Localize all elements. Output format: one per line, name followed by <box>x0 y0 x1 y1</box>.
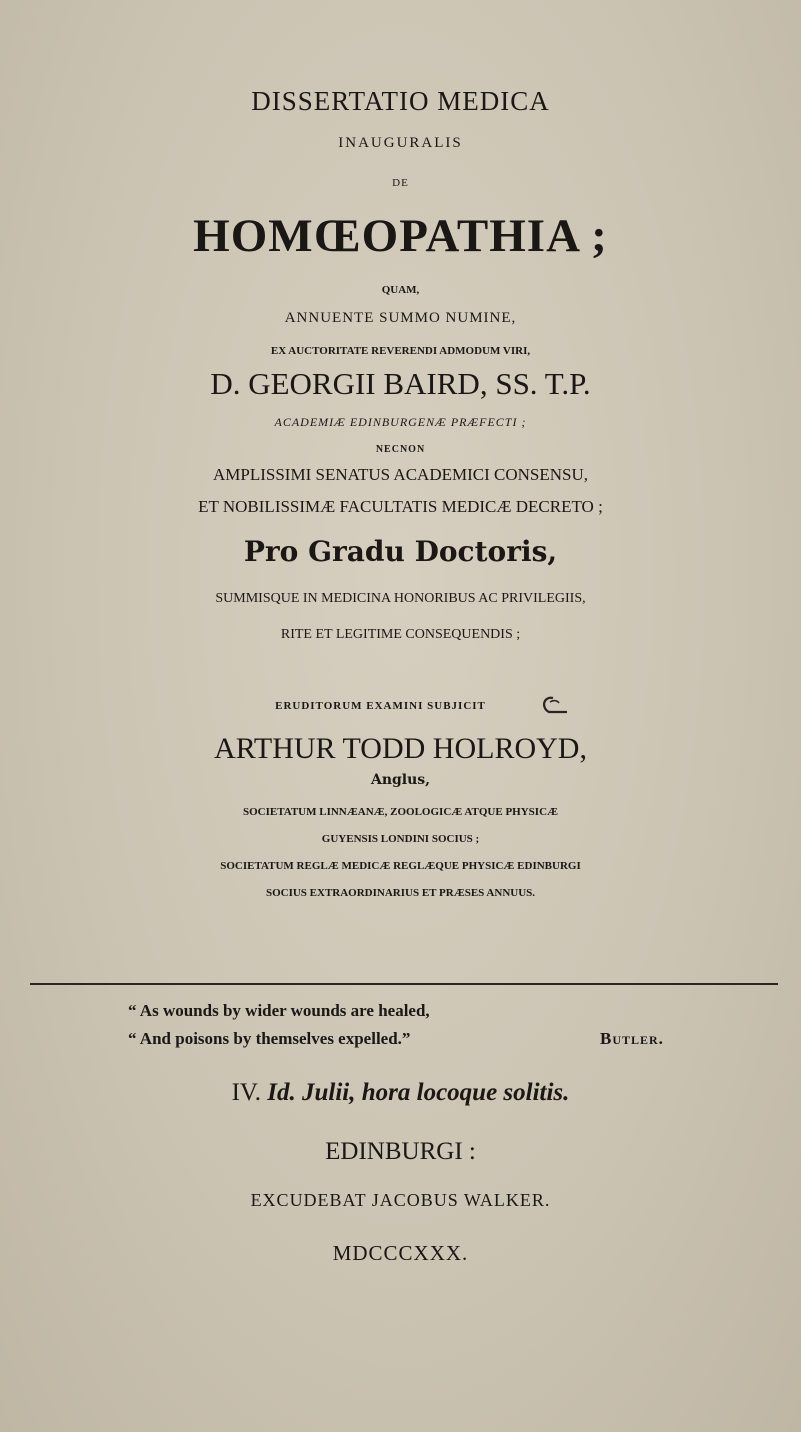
date-prefix: IV. <box>231 1079 262 1106</box>
title-dissertatio-medica: DISSERTATIO MEDICA <box>251 86 550 116</box>
rite-text: RITE ET LEGITIME CONSEQUENDIS ; <box>280 627 521 642</box>
epigraph-line-1: “ As wounds by wider wounds are healed, <box>128 1001 430 1020</box>
senatus-text: AMPLISSIMI SENATUS ACADEMICI CONSENSU, <box>213 465 588 484</box>
annuente-text: ANNUENTE SUMMO NUMINE, <box>284 310 517 326</box>
imprint-city: EDINBURGI : <box>325 1138 476 1165</box>
epigraph-author: Butler. <box>600 1029 664 1048</box>
academiae-praefecti: ACADEMIÆ EDINBURGENÆ PRÆFECTI ; <box>274 415 527 429</box>
societatum-regiae: SOCIETATUM REGLÆ MEDICÆ REGLÆQUE PHYSICÆ EDINBURGI <box>220 860 581 872</box>
title-homoeopathia: HOMŒOPATHIA ; <box>193 210 608 262</box>
epigraph-line-2: “ And poisons by themselves expelled.” <box>128 1029 411 1048</box>
arthur-todd-holroyd: ARTHUR TODD HOLROYD, <box>214 732 587 765</box>
title-inauguralis: INAUGURALIS <box>338 135 463 151</box>
horizontal-rule <box>30 983 778 985</box>
guyensis-text: GUYENSIS LONDINI SOCIUS ; <box>321 833 480 845</box>
pro-gradu-doctoris: Pro Gradu Doctoris, <box>243 535 558 568</box>
quam-text: QUAM, <box>381 284 420 296</box>
necnon-text: NECNON <box>375 444 426 455</box>
ink-flourish-icon <box>537 694 571 718</box>
facultatis-text: ET NOBILISSIMÆ FACULTATIS MEDICÆ DECRETO ; <box>198 497 603 516</box>
examini-text: ERUDITORUM EXAMINI SUBJICIT <box>275 700 486 712</box>
georgii-baird: D. GEORGII BAIRD, SS. T.P. <box>210 366 591 401</box>
date-text: Id. Julii, hora locoque solitis. <box>267 1079 570 1106</box>
title-de: DE <box>392 177 409 189</box>
date-line <box>0 1080 801 1105</box>
summisque-text: SUMMISQUE IN MEDICINA HONORIBUS AC PRIVILEGIIS, <box>215 591 586 606</box>
imprint-year: MDCCCXXX. <box>332 1241 469 1265</box>
societatum-linnaeanae: SOCIETATUM LINNÆANÆ, ZOOLOGICÆ ATQUE PHYSICÆ <box>242 806 559 818</box>
socius-extraordinarius: SOCIUS EXTRAORDINARIUS ET PRÆSES ANNUUS. <box>265 887 536 899</box>
auctoritate-text: EX AUCTORITATE REVERENDI ADMODUM VIRI, <box>270 345 531 357</box>
imprint-printer: EXCUDEBAT JACOBUS WALKER. <box>250 1190 551 1210</box>
anglus-text: Anglus, <box>370 772 431 788</box>
